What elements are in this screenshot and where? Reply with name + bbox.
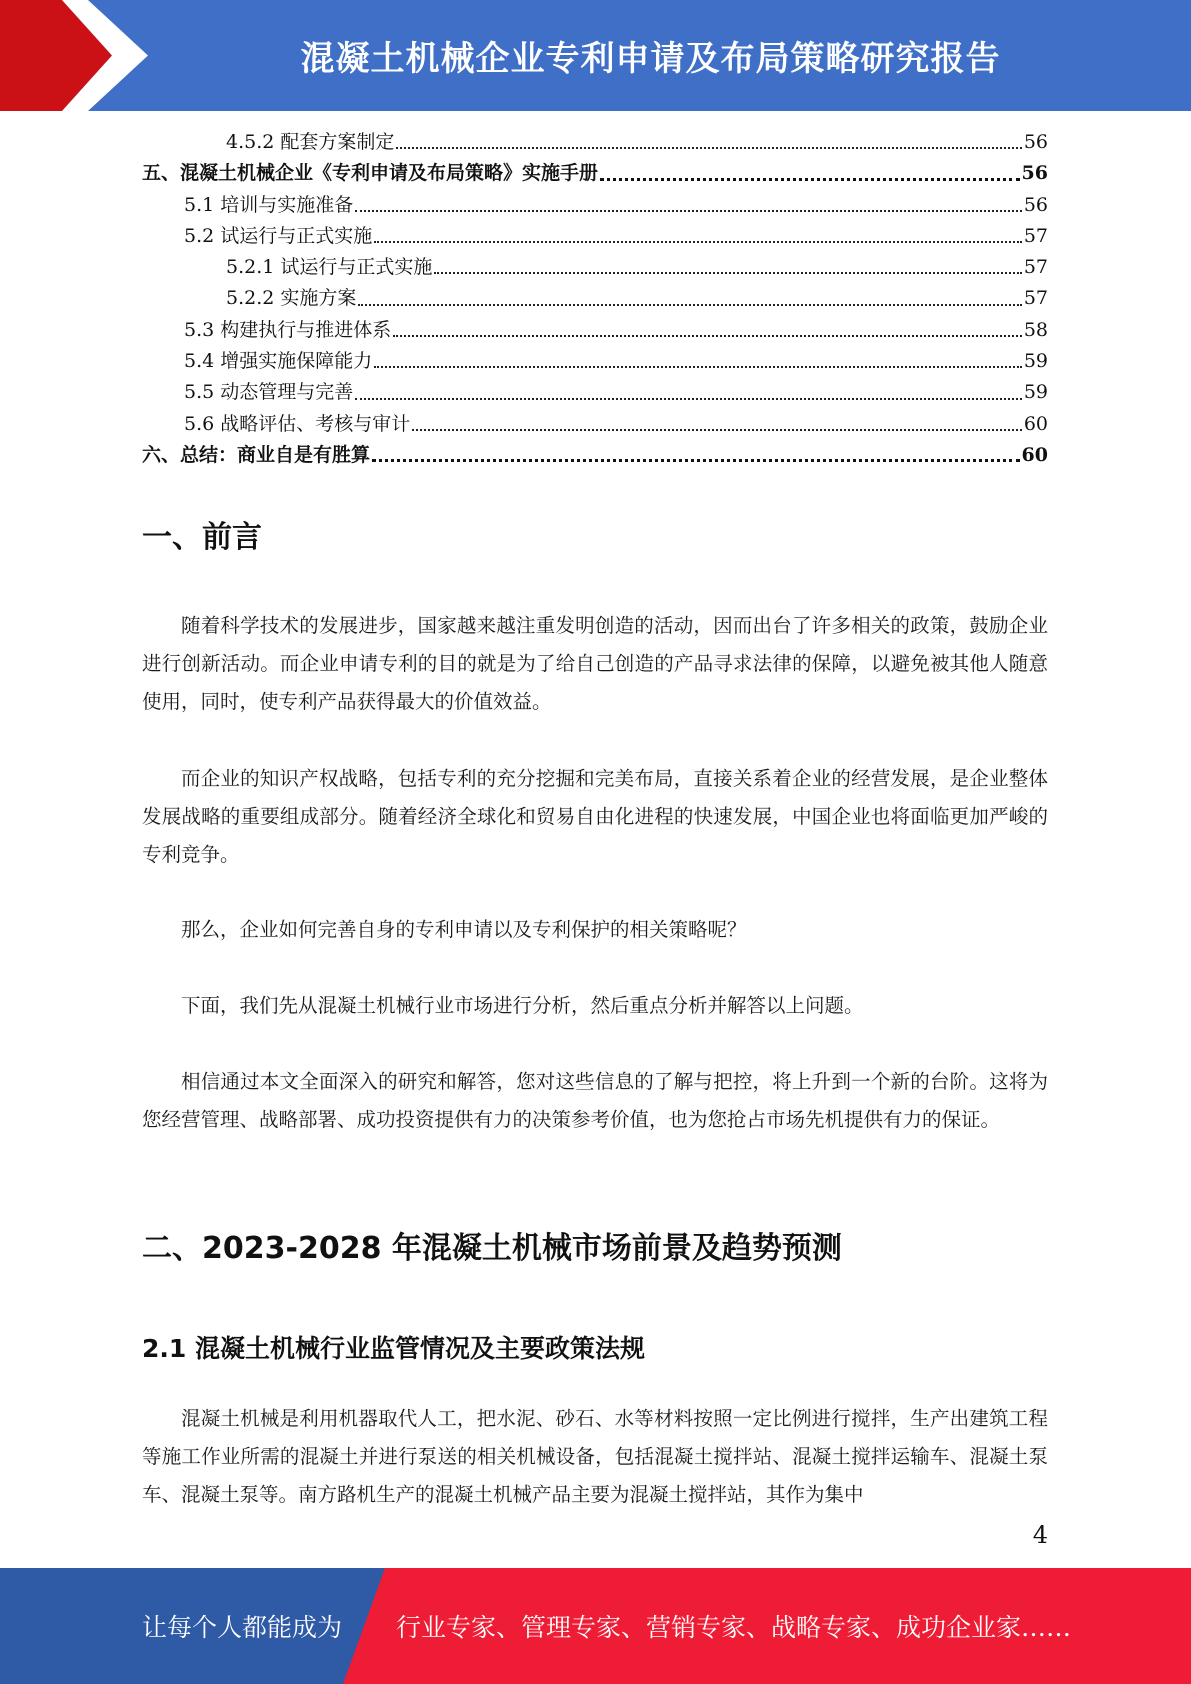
- toc-entry-page: 60: [1021, 443, 1048, 466]
- toc-entry-page: 56: [1023, 131, 1048, 153]
- toc-entry[interactable]: [142, 409, 1048, 440]
- toc-entry-label: 5.5 动态管理与完善: [184, 381, 354, 404]
- report-title: 混凝土机械企业专利申请及布局策略研究报告: [300, 39, 1001, 79]
- toc-entry-label: 5.6 战略评估、考核与审计: [184, 412, 411, 435]
- toc-leader-dots: [393, 335, 1022, 337]
- toc-entry-page: 59: [1023, 381, 1048, 404]
- footer-slogan-left: 让每个人都能成为: [142, 1613, 343, 1642]
- section-heading-market: 二、2023-2028 年混凝土机械市场前景及趋势预测: [142, 1231, 842, 1266]
- toc-entry-label: 5.2.1 试运行与正式实施: [226, 256, 433, 279]
- table-of-contents: [142, 127, 1048, 471]
- header-chevron-icon: [0, 0, 160, 111]
- toc-entry[interactable]: [142, 440, 1048, 471]
- page-header: [0, 0, 1191, 111]
- paragraph: 混凝土机械是利用机器取代人工，把水泥、砂石、水等材料按照一定比例进行搅拌，生产出建筑工程等施工作业所需的混凝土并进行泵送的相关机械设备，包括混凝土搅拌站、混凝土搅拌运输车、混凝土泵车、混凝土泵等。南方路机生产的混凝土机械产品主要为混凝土搅拌站，其作为集中: [142, 1407, 1048, 1506]
- page-footer: [0, 1568, 1191, 1684]
- paragraph: 而企业的知识产权战略，包括专利的充分挖掘和完美布局，直接关系着企业的经营发展，是企业整体发展战略的重要组成部分。随着经济全球化和贸易自由化进程的快速发展，中国企业也将面临更加严峻的专利竞争。: [142, 767, 1048, 866]
- toc-entry-page: 56: [1021, 162, 1048, 185]
- subsection-heading: 2.1 混凝土机械行业监管情况及主要政策法规: [142, 1334, 645, 1363]
- toc-entry[interactable]: [142, 346, 1048, 377]
- toc-entry[interactable]: [142, 315, 1048, 346]
- paragraph: 下面，我们先从混凝土机械行业市场进行分析，然后重点分析并解答以上问题。: [181, 994, 864, 1017]
- toc-leader-dots: [372, 459, 1020, 462]
- paragraph: 那么，企业如何完善自身的专利申请以及专利保护的相关策略呢？: [181, 918, 747, 941]
- toc-entry[interactable]: [142, 127, 1048, 158]
- toc-leader-dots: [358, 304, 1021, 306]
- toc-entry-page: 60: [1023, 412, 1048, 435]
- toc-entry-page: 58: [1023, 318, 1048, 341]
- toc-leader-dots: [374, 241, 1022, 243]
- toc-leader-dots: [600, 178, 1020, 181]
- toc-entry-page: 57: [1023, 224, 1048, 247]
- toc-entry[interactable]: [142, 283, 1048, 314]
- paragraph: 随着科学技术的发展进步，国家越来越注重发明创造的活动，因而出台了许多相关的政策，鼓励企业进行创新活动。而企业申请专利的目的就是为了给自己创造的产品寻求法律的保障，以避免被其他人随意使用，同时，使专利产品获得最大的价值效益。: [142, 614, 1048, 713]
- toc-entry[interactable]: [142, 377, 1048, 408]
- toc-entry-label: 六、总结：商业自是有胜算: [142, 443, 371, 466]
- toc-leader-dots: [412, 429, 1022, 431]
- toc-entry[interactable]: [142, 221, 1048, 252]
- footer-slogan-right: 行业专家、管理专家、营销专家、战略专家、成功企业家……: [396, 1613, 1072, 1642]
- section-heading-preface: 一、前言: [142, 520, 262, 555]
- toc-entry[interactable]: [142, 252, 1048, 283]
- page-number: 4: [1032, 1521, 1048, 1549]
- toc-entry-page: 57: [1023, 256, 1048, 279]
- toc-leader-dots: [396, 147, 1021, 149]
- toc-entry-label: 4.5.2 配套方案制定: [226, 131, 395, 153]
- toc-entry-label: 5.2.2 实施方案: [226, 287, 357, 310]
- toc-entry-page: 56: [1023, 193, 1048, 216]
- toc-entry-label: 5.1 培训与实施准备: [184, 193, 354, 216]
- toc-entry[interactable]: [142, 190, 1048, 221]
- toc-leader-dots: [355, 398, 1022, 400]
- toc-entry-label: 五、混凝土机械企业《专利申请及布局策略》实施手册: [142, 162, 599, 185]
- toc-entry-page: 57: [1023, 287, 1048, 310]
- toc-leader-dots: [355, 210, 1022, 212]
- toc-entry-page: 59: [1023, 350, 1048, 373]
- toc-leader-dots: [374, 366, 1022, 368]
- toc-entry[interactable]: [142, 158, 1048, 189]
- toc-entry-label: 5.4 增强实施保障能力: [184, 350, 373, 373]
- toc-entry-label: 5.3 构建执行与推进体系: [184, 318, 392, 341]
- toc-leader-dots: [434, 272, 1021, 274]
- paragraph: 相信通过本文全面深入的研究和解答，您对这些信息的了解与把控，将上升到一个新的台阶。这将为您经营管理、战略部署、成功投资提供有力的决策参考价值，也为您抢占市场先机提供有力的保证。: [142, 1070, 1048, 1131]
- toc-entry-label: 5.2 试运行与正式实施: [184, 224, 373, 247]
